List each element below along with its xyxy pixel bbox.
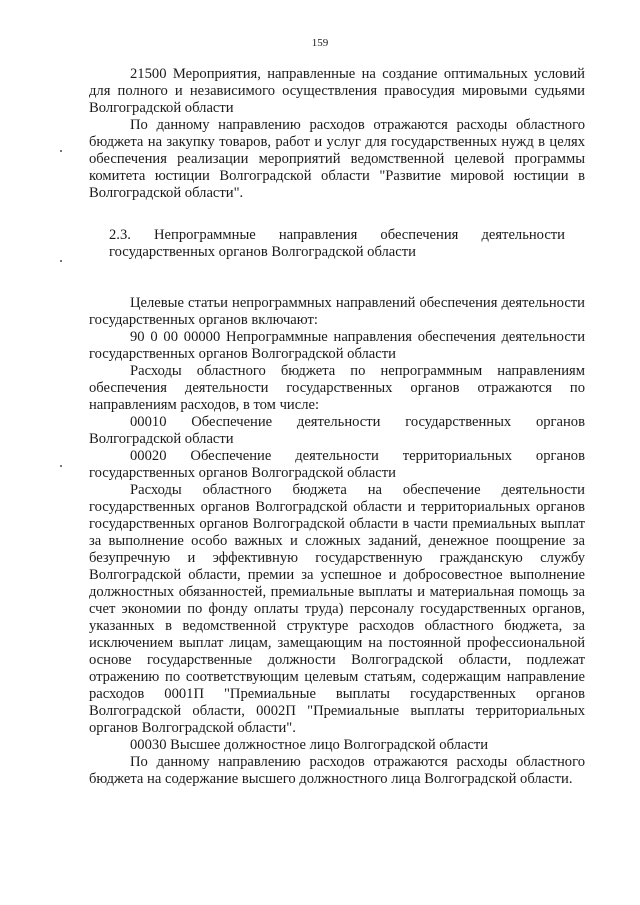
margin-mark [60,150,62,152]
paragraph-90-0-00: 90 0 00 00000 Непрограммные направления обеспечения деятельности государственных органов Волгоградской области [89,329,585,362]
document-body [89,66,585,788]
paragraph-00010: 00010 Обеспечение деятельности государственных органов Волгоградской области [89,414,585,447]
paragraph-21500-title: 21500 Мероприятия, направленные на создание оптимальных условий для полного и независимого осуществления правосудия мировыми судьями Волгоградской области [89,66,585,116]
paragraph-00030: 00030 Высшее должностное лицо Волгоградской области [130,737,489,753]
paragraph-premium-payments: Расходы областного бюджета на обеспечение деятельности государственных органов Волгоградской области и территориальных органов государственных органов Волгоградской области в части премиальных выплат за выполнение особо важных и сложных заданий, денежное поощрение за безупречную и эффективную государственную гражданскую службу Волгоградской области, премии за успешное и добросовестное выполнение должностных обязанностей, премиальные выплаты и материальная помощь за счет экономии по фонду оплаты труда) персоналу государственных органов, указанных в ведомственной структуре расходов областного бюджета, за исключением выплат лицам, замещающим на постоянной профессиональной основе государственные должности Волгоградской области, подлежат отражению по соответствующим целевым статьям, содержащим направление расходов 0001П "Премиальные выплаты государственных органов Волгоградской области, 0002П "Премиальные выплаты территориальных органов Волгоградской области". [89,482,585,736]
paragraph-expenses-directions: Расходы областного бюджета по непрограммным направлениям обеспечения деятельности государственных органов отражаются по направлениям расходов, в том числе: [89,363,585,413]
margin-mark [60,260,62,262]
margin-mark [60,465,62,467]
page-number: 159 [311,37,329,49]
paragraph-21500-description: По данному направлению расходов отражаются расходы областного бюджета на закупку товаров, работ и услуг для государственных нужд в целях обеспечения реализации мероприятий ведомственной целевой программы комитета юстиции Волгоградской области "Развитие мировой юстиции в Волгоградской области". [89,117,585,201]
paragraph-00030-description: По данному направлению расходов отражаются расходы областного бюджета на содержание высшего должностного лица Волгоградской области. [89,754,585,787]
paragraph-00020: 00020 Обеспечение деятельности территориальных органов государственных органов Волгоградской области [89,448,585,481]
paragraph-intro: Целевые статьи непрограммных направлений обеспечения деятельности государственных органов включают: [89,295,585,328]
section-heading: 2.3. Непрограммные направления обеспечения деятельности государственных органов Волгоградской области [109,227,565,260]
